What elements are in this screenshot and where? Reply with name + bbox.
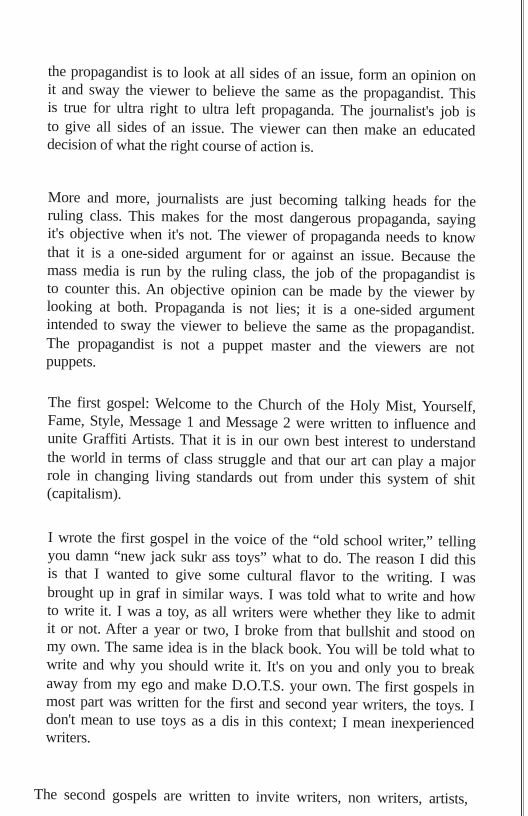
- paragraph-second-gospels: [34, 786, 468, 809]
- page-edge-line: [523, 0, 524, 816]
- text-line: to write it. I was a toy, as all writers were whether they like to admit: [47, 601, 476, 624]
- text-line: it or not. After a year or two, I broke from that bullshit and stood on: [46, 620, 476, 642]
- text-line: role in changing living standards out from under this system of shit: [47, 466, 476, 489]
- text-line: More and more, journalists are just becoming talking heads for the: [47, 189, 476, 211]
- text-line: my own. The same idea is in the black book. You will be told what to: [46, 638, 475, 660]
- text-line: writers.: [45, 729, 91, 747]
- text-line: The first gospel: Welcome to the Church of the Holy Mist, Yourself,: [47, 394, 476, 416]
- text-line: is that I wanted to give some cultural flavor to the writing. I was: [47, 565, 476, 587]
- text-line: that it is a one-sided argument for or against an issue. Because the: [47, 243, 476, 266]
- paragraph-old-school-writer: [46, 529, 476, 752]
- text-line: it's objective when it's not. The viewer of propaganda needs to know: [47, 225, 476, 247]
- paragraph-journalists: [46, 189, 476, 376]
- text-line: it and sway the viewer to believe the same as the propagandist. This: [47, 81, 476, 103]
- text-line: the propagandist is to look at all sides of an issue, form an opinion on: [47, 63, 476, 85]
- text-line: write and why you should write it. It's on you and only you to break: [46, 656, 475, 678]
- text-line: to counter this. An objective opinion can be made by the viewer by: [46, 280, 476, 302]
- paragraph-propagandist-role: [47, 63, 476, 158]
- text-line: looking at both. Propaganda is not lies; it is a one-sided argument: [46, 298, 475, 320]
- text-line: I wrote the first gospel in the voice of the “old school writer,” telling: [47, 529, 476, 551]
- page-edge-shadow: [521, 0, 522, 816]
- text-line: is true for ultra right to ultra left propaganda. The journalist's job is: [47, 99, 476, 121]
- text-line: ruling class. This makes for the most dangerous propaganda, saying: [47, 207, 476, 229]
- text-line: puppets.: [46, 352, 97, 371]
- text-line: mass media is run by the ruling class, the job of the propagandist is: [47, 261, 476, 284]
- text-line: The propagandist is not a puppet master and the viewers are not: [46, 334, 475, 357]
- text-line: unite Graffiti Artists. That it is in our own best interest to understand: [47, 430, 476, 452]
- text-line: Fame, Style, Message 1 and Message 2 were written to influence and: [47, 412, 476, 434]
- text-line: intended to sway the viewer to believe the same as the propagandist.: [46, 316, 475, 338]
- text-line: to give all sides of an issue. The viewer can then make an educated: [47, 117, 476, 140]
- text-line: The second gospels are written to invite writers, non writers, artists,: [33, 786, 468, 808]
- text-line: (capitalism).: [46, 485, 122, 503]
- text-line: you damn “new jack sukr ass toys” what to do. The reason I did this: [47, 547, 476, 569]
- text-line: don't mean to use toys as a dis in this context; I mean inexperienced: [45, 711, 475, 733]
- text-line: most part was written for the first and second year writers, the toys. I: [46, 692, 475, 715]
- text-line: the world in terms of class struggle and that our art can play a major: [47, 448, 476, 471]
- paragraph-first-gospel: [47, 394, 476, 508]
- text-line: away from my ego and make D.O.T.S. your own. The first gospels in: [46, 674, 475, 697]
- text-line: brought up in graf in similar ways. I was told what to write and how: [47, 583, 476, 606]
- text-line: decision of what the right course of action is.: [47, 135, 314, 156]
